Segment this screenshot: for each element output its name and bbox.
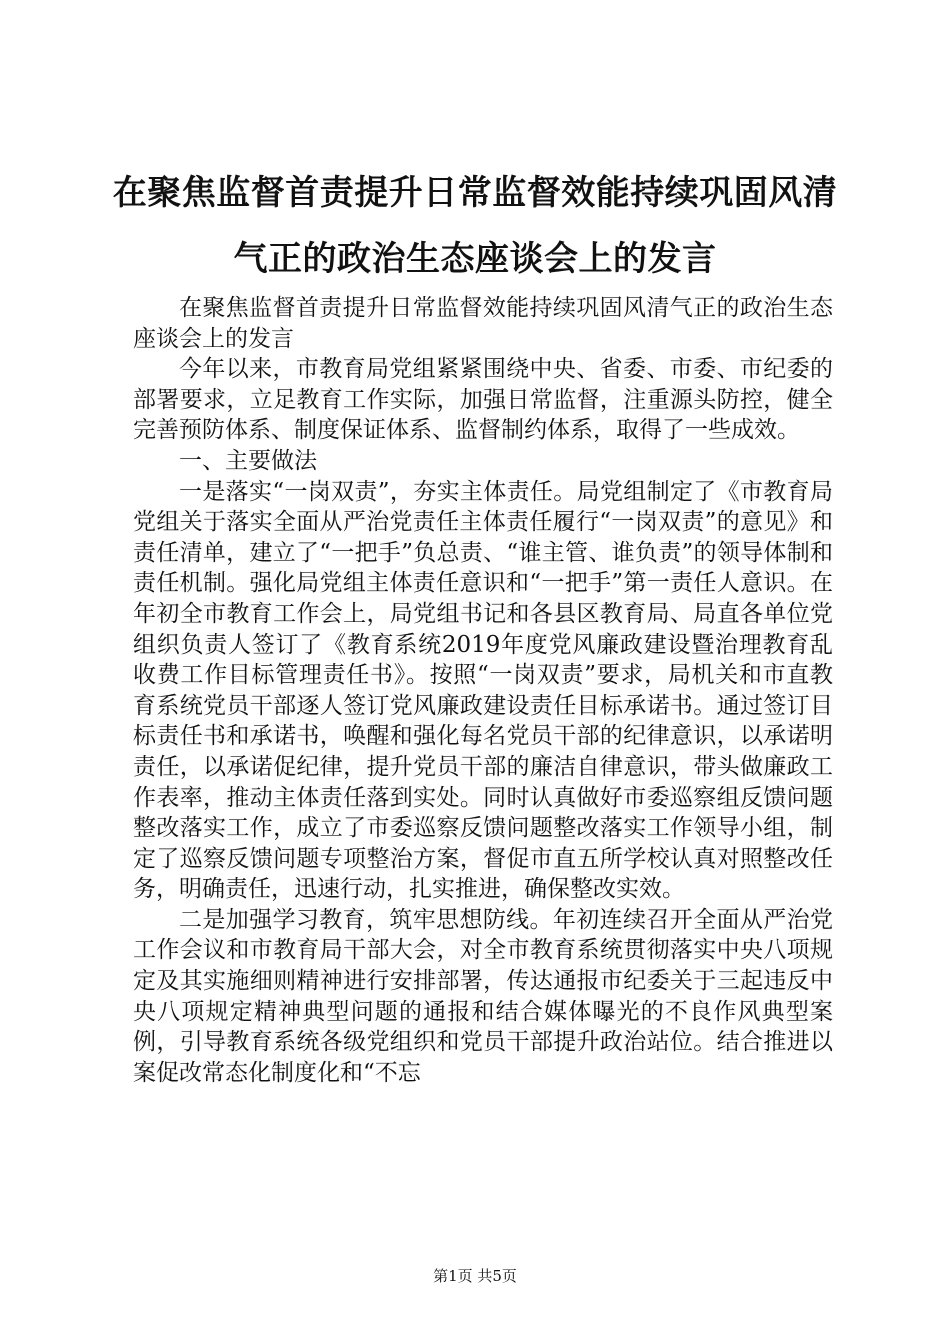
paragraph-point-two: 二是加强学习教育，筑牢思想防线。年初连续召开全面从严治党工作会议和市教育局干部大会，对全市教育系统贯彻落实中央八项规定及其实施细则精神进行安排部署，传达通报市纪委关于三起违反中央八项规定精神典型问题的通报和结合媒体曝光的不良作风典型案例，引导教育系统各级党组织和党员干部提升政治站位。结合推进以案促改常态化制度化和“不忘: [133, 906, 833, 1086]
paragraph-title-repeat: 在聚焦监督首责提升日常监督效能持续巩固风清气正的政治生态座谈会上的发言: [133, 295, 833, 352]
page-number-footer: 第1页 共5页: [433, 1267, 517, 1285]
section-heading: 一、主要做法: [179, 447, 317, 474]
paragraph-point-one: 一是落实“一岗双责”，夯实主体责任。局党组制定了《市教育局党组关于落实全面从严治党责任主体责任履行“一岗双责”的意见》和责任清单，建立了“一把手”负总责、“谁主管、谁负责”的领导体制和责任机制。强化局党组主体责任意识和“一把手”第一责任人意识。在年初全市教育工作会上，局党组书记和各县区教育局、局直各单位党组织负责人签订了《教育系统2019年度党风廉政建设暨治理教育乱收费工作目标管理责任书》。按照“一岗双责”要求，局机关和市直教育系统党员干部逐人签订党风廉政建设责任目标承诺书。通过签订目标责任书和承诺书，唤醒和强化每名党员干部的纪律意识，以承诺明责任，以承诺促纪律，提升党员干部的廉洁自律意识，带头做廉政工作表率，推动主体责任落到实处。同时认真做好市委巡察组反馈问题整改落实工作，成立了市委巡察反馈问题整改落实工作领导小组，制定了巡察反馈问题专项整治方案，督促市直五所学校认真对照整改任务，明确责任，迅速行动，扎实推进，确保整改实效。: [133, 478, 833, 903]
document-body: [133, 293, 833, 1088]
paragraph-intro: 今年以来，市教育局党组紧紧围绕中央、省委、市委、市纪委的部署要求，立足教育工作实际，加强日常监督，注重源头防控，健全完善预防体系、制度保证体系、监督制约体系，取得了一些成效。: [133, 356, 833, 444]
document-title: 在聚焦监督首责提升日常监督效能持续巩固风清气正的政治生态座谈会上的发言: [112, 173, 838, 279]
